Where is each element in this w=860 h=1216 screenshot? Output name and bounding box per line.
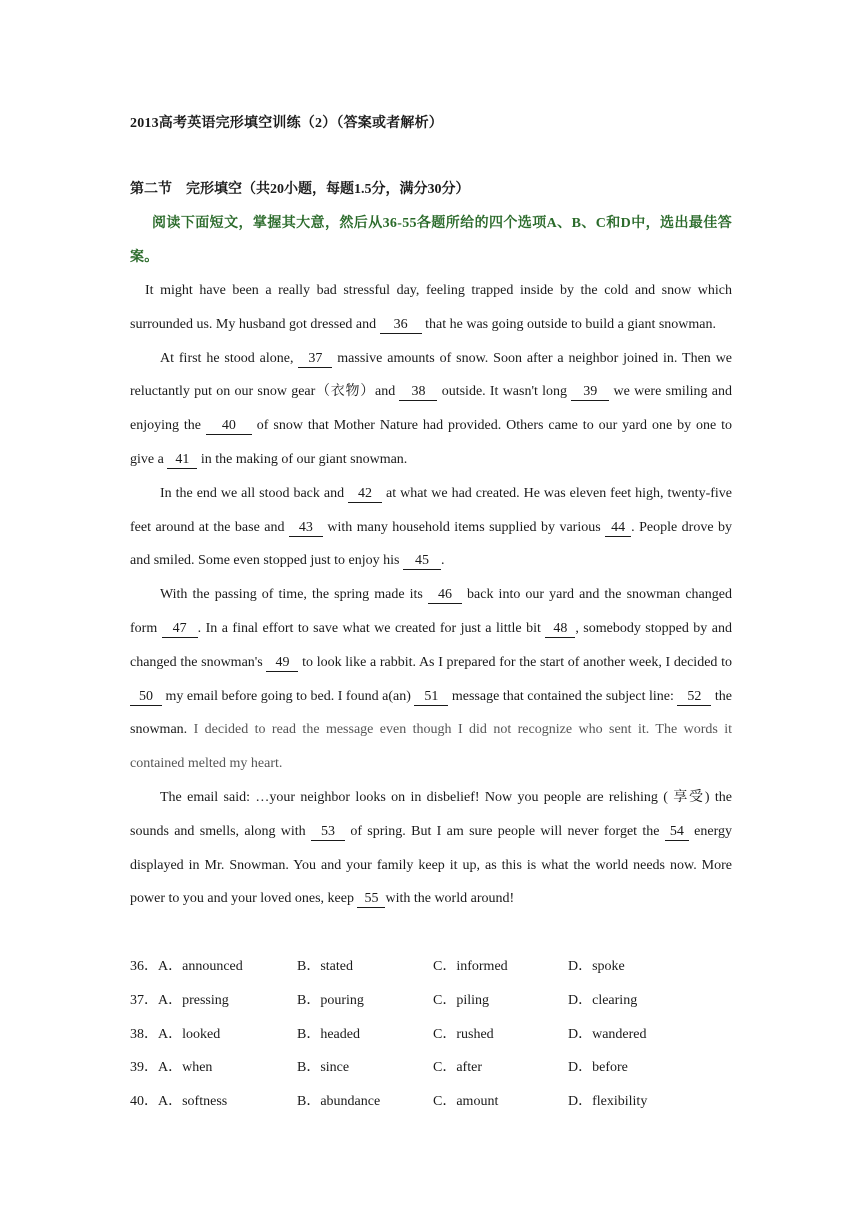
question-number-and-option-a	[130, 1051, 212, 1085]
blank-42: 42	[348, 486, 382, 503]
option-c: C．after	[433, 1060, 482, 1076]
question-row	[130, 950, 732, 984]
text: with many household items supplied by various	[322, 519, 606, 535]
option-b: B．since	[297, 1060, 350, 1076]
text: in the making of our giant snowman.	[197, 451, 408, 467]
blank-49: 49	[266, 655, 298, 672]
question-row	[130, 1085, 732, 1119]
text: we were smiling and enjoying the	[130, 384, 732, 434]
blank-54: 54	[665, 824, 689, 841]
blank-50: 50	[130, 689, 162, 706]
blank-45: 45	[403, 553, 441, 570]
option-a: A．looked	[158, 1026, 221, 1042]
blank-40: 40	[206, 418, 252, 435]
question-row	[130, 984, 732, 1018]
question-number: 38．	[130, 1026, 158, 1042]
blank-36: 36	[380, 317, 422, 334]
option-c: C．piling	[433, 992, 490, 1008]
question-number: 37．	[130, 992, 158, 1008]
blank-41: 41	[167, 452, 197, 469]
question-number: 36．	[130, 959, 158, 974]
question-number: 40．	[130, 1094, 158, 1110]
option-a: A．announced	[158, 959, 243, 974]
gray-text: I decided to read the message even though I did not recognize who sent it. The words it contained melted my heart.	[130, 722, 733, 772]
blank-39: 39	[571, 384, 609, 401]
text: . People drove by and smiled. Some even stopped just to enjoy his	[130, 519, 733, 569]
passage	[130, 274, 732, 916]
paragraph-2	[130, 342, 732, 477]
blank-37: 37	[298, 351, 332, 368]
option-a: A．pressing	[158, 992, 229, 1008]
text: my email before going to bed. I found a(an)	[162, 688, 415, 704]
question-number-and-option-a	[130, 950, 243, 984]
option-d: D．wandered	[568, 1026, 647, 1042]
option-d: D．clearing	[568, 992, 638, 1008]
text: With the passing of time, the spring made its	[160, 587, 428, 603]
text: outside. It wasn't long	[437, 384, 572, 400]
text: massive amounts of snow. Soon after a neighbor joined in. Then we reluctantly put on our snow gear（衣物）and	[130, 350, 733, 400]
text: In the end we all stood back and	[160, 485, 349, 501]
text: The email said: …your neighbor looks on in disbelief! Now you people are relishing ( 享受) the sounds and smells, along with	[130, 789, 732, 839]
option-d: D．flexibility	[568, 1094, 648, 1110]
instruction-text: 阅读下面短文，掌握其大意，然后从36-55各题所给的四个选项A、B、C和D中，选出最佳答案。	[130, 216, 732, 265]
blank-51: 51	[414, 689, 448, 706]
blank-38: 38	[399, 384, 437, 401]
blank-52: 52	[677, 689, 711, 706]
blank-46: 46	[428, 587, 462, 604]
blank-44: 44	[605, 520, 631, 537]
option-a: A．softness	[158, 1094, 228, 1110]
document-title: 2013高考英语完形填空训练（2）（答案或者解析）	[130, 116, 443, 131]
text: back into our yard and the snowman changed form	[130, 587, 732, 636]
option-c: C．rushed	[433, 1026, 494, 1042]
option-d: D．before	[568, 1060, 628, 1076]
text: at what we had created. He was eleven feet high, twenty-five feet around at the base and	[130, 485, 733, 535]
paragraph-4	[130, 578, 732, 781]
question-number: 39．	[130, 1060, 158, 1076]
paragraph-1	[130, 274, 732, 342]
blank-53: 53	[311, 824, 345, 841]
text: that he was going outside to build a giant snowman.	[421, 316, 716, 332]
text: with the world around!	[385, 891, 515, 907]
blank-47: 47	[162, 621, 198, 638]
text: of snow that Mother Nature had provided. Others came to our yard one by one to give a	[130, 418, 732, 467]
paragraph-3	[130, 477, 732, 578]
text: of spring. But I am sure people will never forget the	[345, 823, 665, 839]
option-b: B．headed	[297, 1026, 360, 1042]
text: At first he stood alone,	[160, 350, 299, 366]
option-d: D．spoke	[568, 959, 625, 974]
text: to look like a rabbit. As I prepared for the start of another week, I decided to	[298, 654, 732, 670]
option-b: B．pouring	[297, 992, 364, 1008]
paragraph-5	[130, 781, 732, 916]
text: It might have been a really bad stressful day, feeling trapped inside by the cold and snow which surrounded us. My husband got dressed and	[130, 283, 732, 332]
text: . In a final effort to save what we created for just a little bit	[197, 620, 546, 636]
blank-48: 48	[545, 621, 575, 638]
blank-43: 43	[289, 520, 323, 537]
option-b: B．stated	[297, 959, 353, 974]
blank-55: 55	[357, 891, 385, 908]
question-number-and-option-a	[130, 984, 229, 1018]
question-number-and-option-a	[130, 1085, 227, 1119]
text: energy displayed in Mr. Snowman. You and your family keep it up, as this is what the world needs now. More power to you and your loved ones, keep	[130, 823, 732, 907]
text: .	[440, 553, 445, 569]
option-a: A．when	[158, 1060, 213, 1076]
question-number-and-option-a	[130, 1018, 220, 1052]
option-c: C．informed	[433, 959, 508, 974]
question-row	[130, 1051, 732, 1085]
section-heading: 第二节 完形填空（共20小题，每题1.5分，满分30分）	[130, 182, 470, 197]
option-b: B．abundance	[297, 1094, 381, 1110]
text: message that contained the subject line:	[448, 688, 678, 704]
option-c: C．amount	[433, 1094, 499, 1110]
text: , somebody stopped by and changed the snowman's	[130, 620, 732, 670]
text: the snowman.	[130, 688, 733, 738]
question-options	[130, 950, 732, 1119]
question-row	[130, 1018, 732, 1052]
